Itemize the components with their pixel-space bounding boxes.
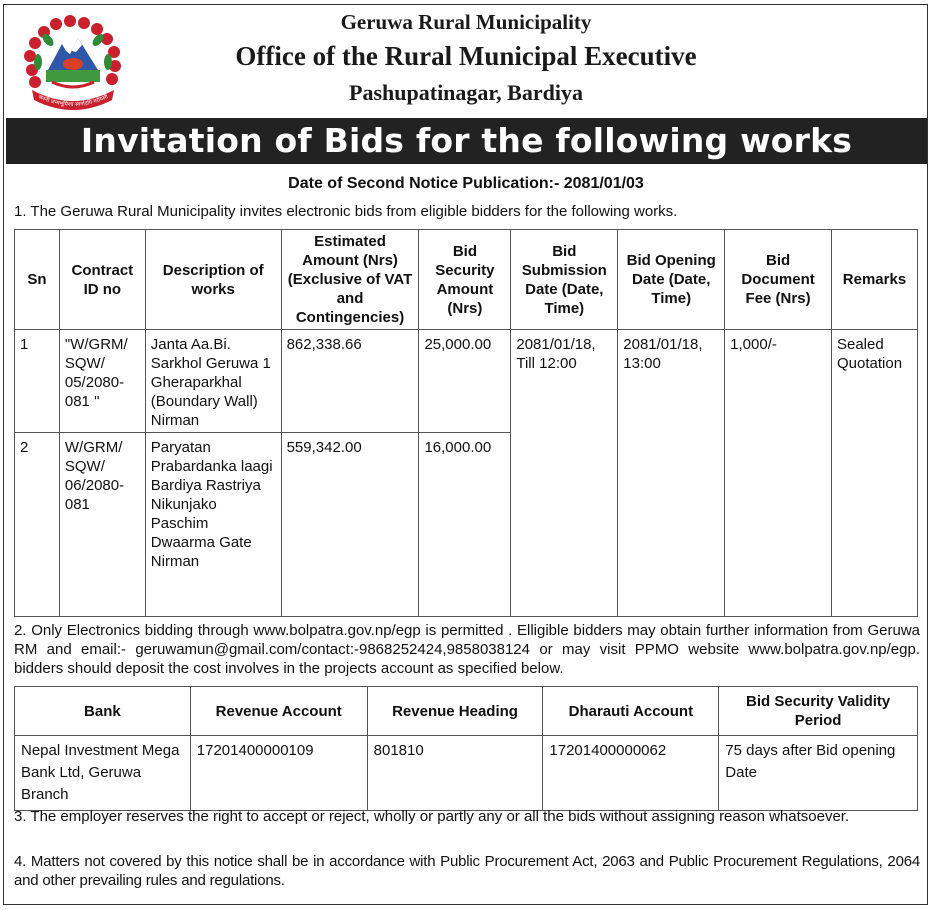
cell-dharauti-account: 17201400000062 [543, 736, 719, 811]
notice-banner-title: Invitation of Bids for the following works [6, 118, 927, 164]
col-header-document-fee: Bid Document Fee (Nrs) [725, 230, 832, 330]
col-header-dharauti-account: Dharauti Account [543, 687, 719, 736]
col-header-contract-id: Contract ID no [59, 230, 145, 330]
bank-table-header-row [15, 687, 918, 736]
cell-bank: Nepal Investment Mega Bank Ltd, Geruwa Branch [15, 736, 191, 811]
col-header-bid-security: Bid Security Amount (Nrs) [419, 230, 511, 330]
cell-contract-id: W/GRM/ SQW/ 06/2080- 081 [59, 433, 145, 617]
col-header-opening-date: Bid Opening Date (Date, Time) [618, 230, 725, 330]
cell-submission-date: 2081/01/18, Till 12:00 [511, 330, 618, 617]
col-header-sn: Sn [15, 230, 60, 330]
org-name: Geruwa Rural Municipality [340, 10, 592, 34]
col-header-bank: Bank [15, 687, 191, 736]
cell-validity-period: 75 days after Bid opening Date [719, 736, 918, 811]
office-name: Office of the Rural Municipal Executive [235, 41, 697, 71]
cell-estimated-amount: 559,342.00 [281, 433, 419, 617]
notice-publication-date: Date of Second Notice Publication:- 2081/01/03 [288, 175, 644, 192]
table-row [15, 330, 918, 433]
cell-description: Janta Aa.Bi. Sarkhol Geruwa 1 Gheraparkhal (Boundary Wall) Nirman [145, 330, 281, 433]
paragraph-4: 4. Matters not covered by this notice shall be in accordance with Public Procurement Act, 2063 and Public Procurement Regulations, 2064 and other prevailing rules and regulations. [14, 853, 920, 889]
works-table [14, 229, 918, 617]
table-row [15, 736, 918, 811]
cell-revenue-account: 17201400000109 [190, 736, 367, 811]
cell-remarks: Sealed Quotation [831, 330, 917, 617]
emblem-motto: जननी जन्मभूमिश्च स्वर्गादपि गरीयसी [37, 94, 109, 109]
cell-contract-id: "W/GRM/ SQW/ 05/2080- 081 " [59, 330, 145, 433]
cell-document-fee: 1,000/- [725, 330, 832, 617]
col-header-validity-period: Bid Security Validity Period [719, 687, 918, 736]
col-header-revenue-account: Revenue Account [190, 687, 367, 736]
col-header-revenue-heading: Revenue Heading [367, 687, 543, 736]
cell-bid-security: 25,000.00 [419, 330, 511, 433]
paragraph-2: 2. Only Electronics bidding through www.bolpatra.gov.np/egp is permitted . Elligible bidders may obtain further information from Geruwa RM and email:- geruwamun@gmail.com/contact:-9868252424,9858038124 or may visit PPMO website www.bolpatra.gov.np/egp. bidders should deposit the cost involves in the projects account as specified below. [14, 622, 920, 677]
cell-description: Paryatan Prabardanka laagi Bardiya Rastriya Nikunjako Paschim Dwaarma Gate Nirman [145, 433, 281, 617]
works-table-header-row [15, 230, 918, 330]
office-location: Pashupatinagar, Bardiya [349, 80, 583, 105]
cell-bid-security: 16,000.00 [419, 433, 511, 617]
col-header-submission-date: Bid Submission Date (Date, Time) [511, 230, 618, 330]
cell-revenue-heading: 801810 [367, 736, 543, 811]
col-header-estimated-amount: Estimated Amount (Nrs) (Exclusive of VAT and Contingencies) [281, 230, 419, 330]
cell-opening-date: 2081/01/18, 13:00 [618, 330, 725, 617]
paragraph-3: 3. The employer reserves the right to accept or reject, wholly or partly any or all the bids without assigning reason whatsoever. [14, 808, 850, 825]
bank-table [14, 686, 918, 811]
col-header-remarks: Remarks [831, 230, 917, 330]
cell-sn: 1 [15, 330, 60, 433]
col-header-description: Description of works [145, 230, 281, 330]
cell-sn: 2 [15, 433, 60, 617]
paragraph-1: 1. The Geruwa Rural Municipality invites electronic bids from eligible bidders for the following works. [14, 203, 678, 220]
cell-estimated-amount: 862,338.66 [281, 330, 419, 433]
